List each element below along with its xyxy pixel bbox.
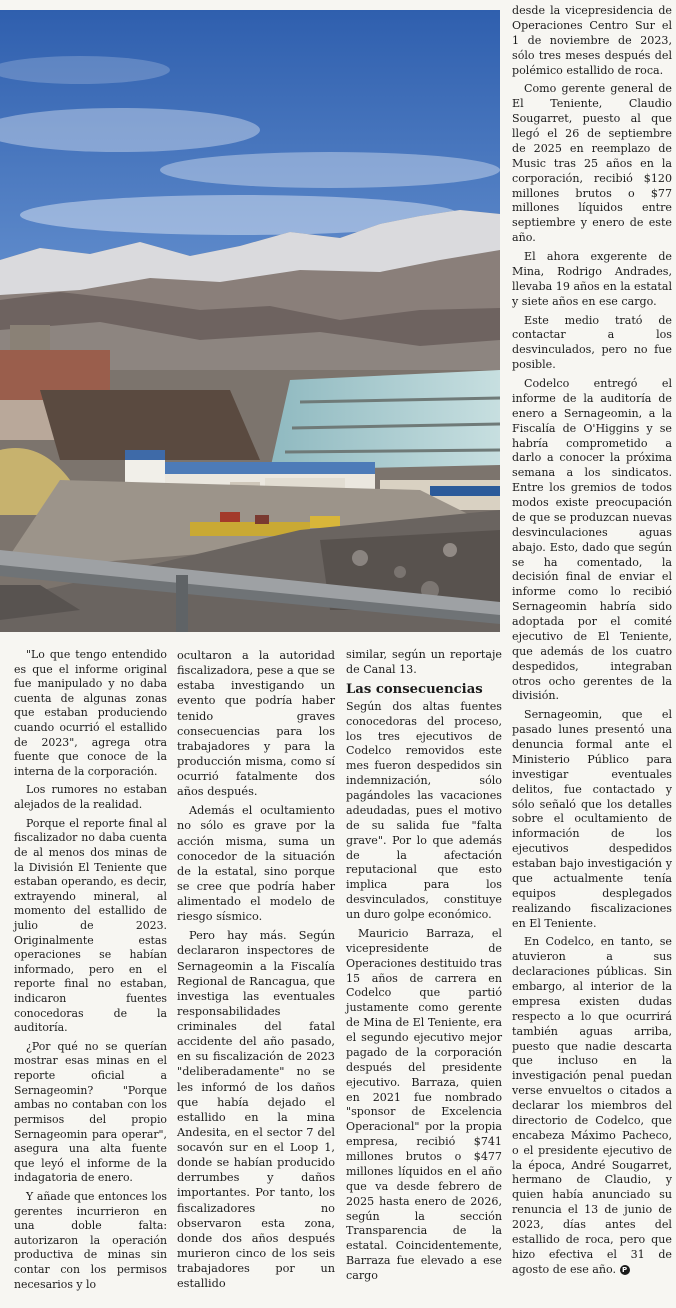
paragraph: El ahora exgerente de Mina, Rodrigo Andrades, llevaba 19 años en la estatal y siete años en ese cargo. [512,250,672,308]
open-pit-mine-landscape-photo [0,10,500,632]
paragraph: "Lo que tengo entendido es que el informe original fue manipulado y no daba cuenta de algunas zonas que estaban produciendo cuando ocurrió el estallido de 2023", agrega otra fuente que conoce de la interna de la corporación. [14,648,167,778]
paragraph: desde la vicepresidencia de Operaciones Centro Sur el 1 de noviembre de 2023, sólo tres meses después del polémico estallido de roca. [512,4,672,77]
paragraph: Según dos altas fuentes conocedoras del proceso, los tres ejecutivos de Codelco removidos este mes fueron despedidos sin indemnización, sólo pagándoles las vacaciones adeudadas, pues el motivo de su salida fue "falta grave". Por lo que además de la afectación reputacional que esto implica para los desvinculados, constituye un duro golpe económico. [346,699,502,921]
paragraph: similar, según un reportaje de Canal 13. [346,648,502,676]
paragraph: Además el ocultamiento no sólo es grave por la acción misma, suma un conocedor de la situación de la estatal, sino porque se cree que podría haber alimentado el modelo de riesgo sísmico. [177,804,335,924]
article-column-3 [346,648,502,1288]
paragraph: Mauricio Barraza, el vicepresidente de Operaciones destituido tras 15 años de carrera en Codelco que partió justamente como gerente de Mina de El Teniente, era el segundo ejecutivo mejor pagado de la corporación después del presidente ejecutivo. Barraza, quien en 2021 fue nombrado "sponsor de Excelencia Operacional" por la propia empresa, recibió $741 millones brutos o $477 millones líquidos en el año que va desde febrero de 2025 hasta enero de 2026, según la sección Transparencia de la estatal. Coincidentemente, Barraza fue elevado a ese cargo [346,926,502,1282]
paragraph: Los rumores no estaban alejados de la realidad. [14,783,167,812]
paragraph-last [512,935,672,1277]
paragraph: Codelco entregó el informe de la auditoría de enero a Sernageomin, a la Fiscalía de O'Higgins y se habría comprometido a darlo a conocer la próxima semana a los sindicatos. Entre los gremios de todos modos existe preocupación de que se produzcan nuevas desvinculaciones aguas abajo. Esto, dado que según se ha comentado, la decisión final de enviar el informe como lo recibió Sernageomin habría sido adoptada por el comité ejecutivo de El Teniente, que además de los cuatro despedidos, integraban otros ocho gerentes de la división. [512,377,672,703]
mine-photo [0,10,500,632]
article-column-2 [177,648,335,1295]
paragraph: Como gerente general de El Teniente, Claudio Sougarret, puesto al que llegó el 26 de septiembre de 2025 en reemplazo de Music tras 25 años en la corporación, recibió $120 millones brutos o $77 millones líquidos entre septiembre y enero de este año. [512,82,672,245]
article-column-right [512,4,672,1282]
paragraph: Y añade que entonces los gerentes incurrieron en una doble falta: autorizaron la operación productiva de minas sin contar con los permisos necesarios y lo [14,1189,167,1291]
end-of-article-mark: P [620,1265,630,1275]
article-column-1 [14,648,167,1296]
paragraph: Este medio trató de contactar a los desvinculados, pero no fue posible. [512,313,672,372]
paragraph: Sernageomin, que el pasado lunes presentó una denuncia formal ante el Ministerio Público para investigar eventuales delitos, fue contactado y sólo señaló que los detalles sobre el ocultamiento de información de los ejecutivos despedidos estaban bajo investigación y que actualmente tenía equipos desplegados realizando fiscalizaciones en El Teniente. [512,708,672,930]
paragraph-text: En Codelco, en tanto, se atuvieron a sus declaraciones públicas. Sin embargo, al interior de la empresa existen dudas respecto a lo que ocurrirá también aguas arriba, puesto que nadie descarta que incluso en la investigación penal puedan verse envueltos o citados a declarar los miembros del directorio de Codelco, que encabeza Máximo Pacheco, o el presidente ejecutivo de la época, André Sougarret, hermano de Claudio, y quien había anunciado su renuncia el 13 de junio de 2023, días antes del estallido de roca, pero que hizo efectiva el 31 de agosto de ese año. [512,935,672,1276]
paragraph: Pero hay más. Según declararon inspectores de Sernageomin a la Fiscalía Regional de Rancagua, que investiga las eventuales responsabilidades criminales del fatal accidente del año pasado, en su fiscalización de 2023 "deliberadamente" no se les informó de los daños que había dejado el estallido en la mina Andesita, en el sector 7 del socavón sur en el Loop 1, donde se habían producido derrumbes y daños importantes. Por tanto, los fiscalizadores no observaron esta zona, donde dos años después murieron cinco de los seis trabajadores por un estallido [177,929,335,1291]
paragraph: ¿Por qué no se querían mostrar esas minas en el reporte oficial a Sernageomin? "Porque ambas no contaban con los permisos del propio Sernageomin para operar", asegura una alta fuente que leyó el informe de la indagatoria de enero. [14,1039,167,1185]
paragraph: Porque el reporte final al fiscalizador no daba cuenta de al menos dos minas de la División El Teniente que estaban operando, es decir, extrayendo mineral, al momento del estallido de julio de 2023. Originalmente estas operaciones se habían informado, pero en el reporte final no estaban, indicaron fuentes conocedoras de la auditoría. [14,816,167,1035]
paragraph: ocultaron a la autoridad fiscalizadora, pese a que se estaba investigando un evento que podría haber tenido graves consecuencias para los trabajadores y para la producción misma, como sí ocurrió fatalmente dos años después. [177,649,335,799]
section-heading: Las consecuencias [346,681,483,697]
